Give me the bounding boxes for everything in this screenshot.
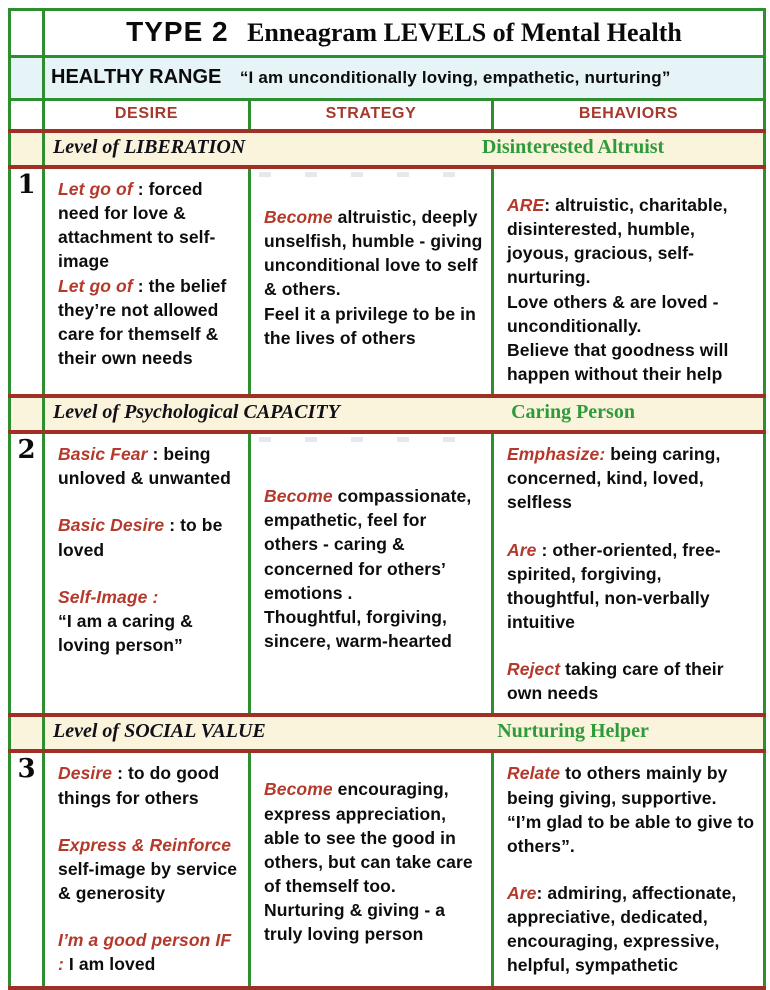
band-title-1: Level of LIBERATION (53, 136, 246, 158)
title-subtitle: Enneagram LEVELS of Mental Health (247, 18, 682, 47)
header-spacer (10, 100, 44, 132)
band-spacer-1 (10, 131, 44, 167)
healthy-range-quote: “I am unconditionally loving, empathetic, nurturing” (239, 68, 671, 87)
level-2-row (10, 432, 765, 715)
level-band-social-value (10, 715, 765, 751)
cell-1-strategy: Become altruistic, deeply unselfish, humble - giving unconditional love to self & others. Feel it a privilege to be in the lives of others (250, 167, 493, 396)
cell-1-desire: Let go of : forced need for love & attachment to self-image Let go of : the belief they’re not allowed care for themself & their own needs (44, 167, 250, 396)
band-cell-1 (44, 131, 765, 167)
band-archetype-1: Disinterested Altruist (481, 136, 665, 158)
band-title-2: Level of Psychological CAPACITY (53, 401, 340, 424)
level-number-2: 2 (10, 432, 44, 715)
column-header-strategy: STRATEGY (250, 100, 493, 132)
cell-3-desire: Desire : to do good things for others Express & Reinforce self-image by service & generosity I’m a good person IF : I am loved (44, 751, 250, 987)
type-label: TYPE 2 (126, 16, 229, 47)
band-cell-2 (44, 396, 765, 432)
band-spacer-3 (10, 715, 44, 751)
level-band-liberation (10, 131, 765, 167)
band-title-3: Level of SOCIAL VALUE (53, 720, 266, 743)
level-1-row (10, 167, 765, 396)
level-3-row (10, 751, 765, 987)
healthy-range-label: HEALTHY RANGE (51, 66, 222, 88)
enneagram-levels-sheet (8, 8, 766, 990)
title-row (10, 10, 765, 57)
column-header-desire: DESIRE (44, 100, 250, 132)
corner-cell (10, 10, 44, 57)
cell-3-strategy: Become encouraging, express appreciation, able to see the good in others, but can take care of themself too. Nurturing & giving - a truly loving person (250, 751, 493, 987)
level-number-1: 1 (10, 167, 44, 396)
level-band-capacity (10, 396, 765, 432)
cell-1-behaviors: ARE: altruistic, charitable, disinterested, humble, joyous, gracious, self-nurturing. Love others & are loved - unconditionally. Believe that goodness will happen without their help (493, 167, 765, 396)
cell-3-behaviors: Relate to others mainly by being giving, supportive. “I’m glad to be able to give to others”. Are: admiring, affectionate, appreciative, dedicated, encouraging, expressive, helpful, sympathetic (493, 751, 765, 987)
cell-2-desire: Basic Fear : being unloved & unwanted Basic Desire : to be loved Self-Image : “I am a caring & loving person” (44, 432, 250, 715)
band-archetype-3: Nurturing Helper (497, 720, 649, 743)
ghost-text-artifact (259, 437, 479, 442)
level-number-3: 3 (10, 751, 44, 987)
healthy-range-cell (44, 57, 765, 100)
band-spacer-2 (10, 396, 44, 432)
healthy-range-row (10, 57, 765, 100)
cell-2-strategy: Become compassionate, empathetic, feel for others - caring & concerned for others’ emotions . Thoughtful, forgiving, sincere, warm-hearted (250, 432, 493, 715)
band-archetype-2: Caring Person (511, 401, 635, 424)
cell-2-behaviors: Emphasize: being caring, concerned, kind, loved, selfless Are : other-oriented, free-spirited, forgiving, thoughtful, non-verbally intuitive Reject taking care of their own needs (493, 432, 765, 715)
page-title (44, 10, 765, 57)
ghost-text-artifact (259, 172, 479, 177)
band-cell-3 (44, 715, 765, 751)
column-header-row (10, 100, 765, 132)
healthy-range-spacer (10, 57, 44, 100)
column-header-behaviors: BEHAVIORS (493, 100, 765, 132)
enneagram-table (8, 8, 766, 990)
